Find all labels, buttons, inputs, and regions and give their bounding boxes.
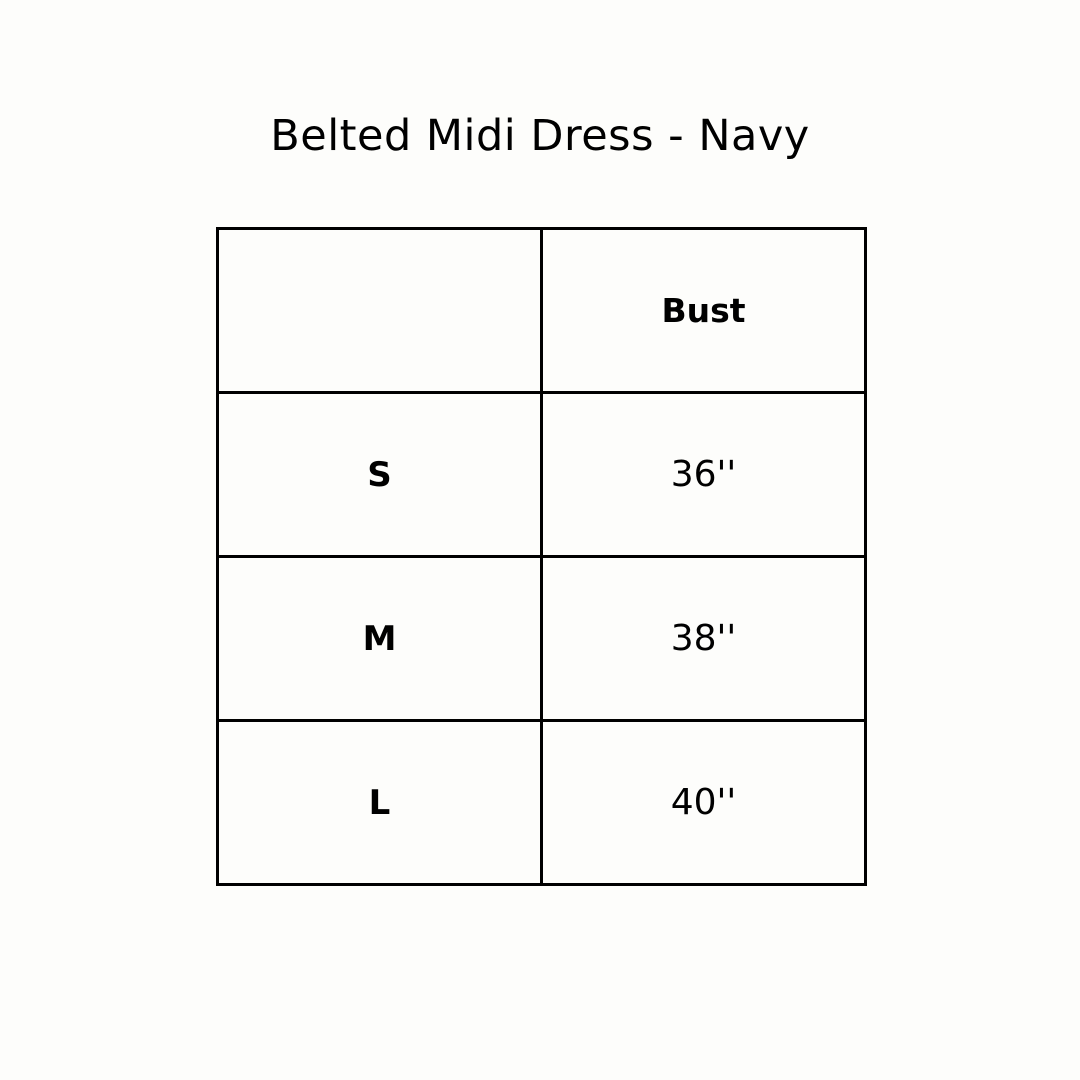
- table-header-row: [218, 229, 866, 393]
- table-row: [218, 557, 866, 721]
- page-title: Belted Midi Dress - Navy: [270, 111, 810, 161]
- table-row: [218, 393, 866, 557]
- bust-cell: 40'': [542, 721, 866, 885]
- header-cell-bust: Bust: [542, 229, 866, 393]
- table-row: [218, 721, 866, 885]
- size-cell: S: [218, 393, 542, 557]
- size-chart-table: [216, 227, 867, 886]
- bust-cell: 36'': [542, 393, 866, 557]
- bust-cell: 38'': [542, 557, 866, 721]
- size-cell: M: [218, 557, 542, 721]
- size-cell: L: [218, 721, 542, 885]
- header-cell-empty: [218, 229, 542, 393]
